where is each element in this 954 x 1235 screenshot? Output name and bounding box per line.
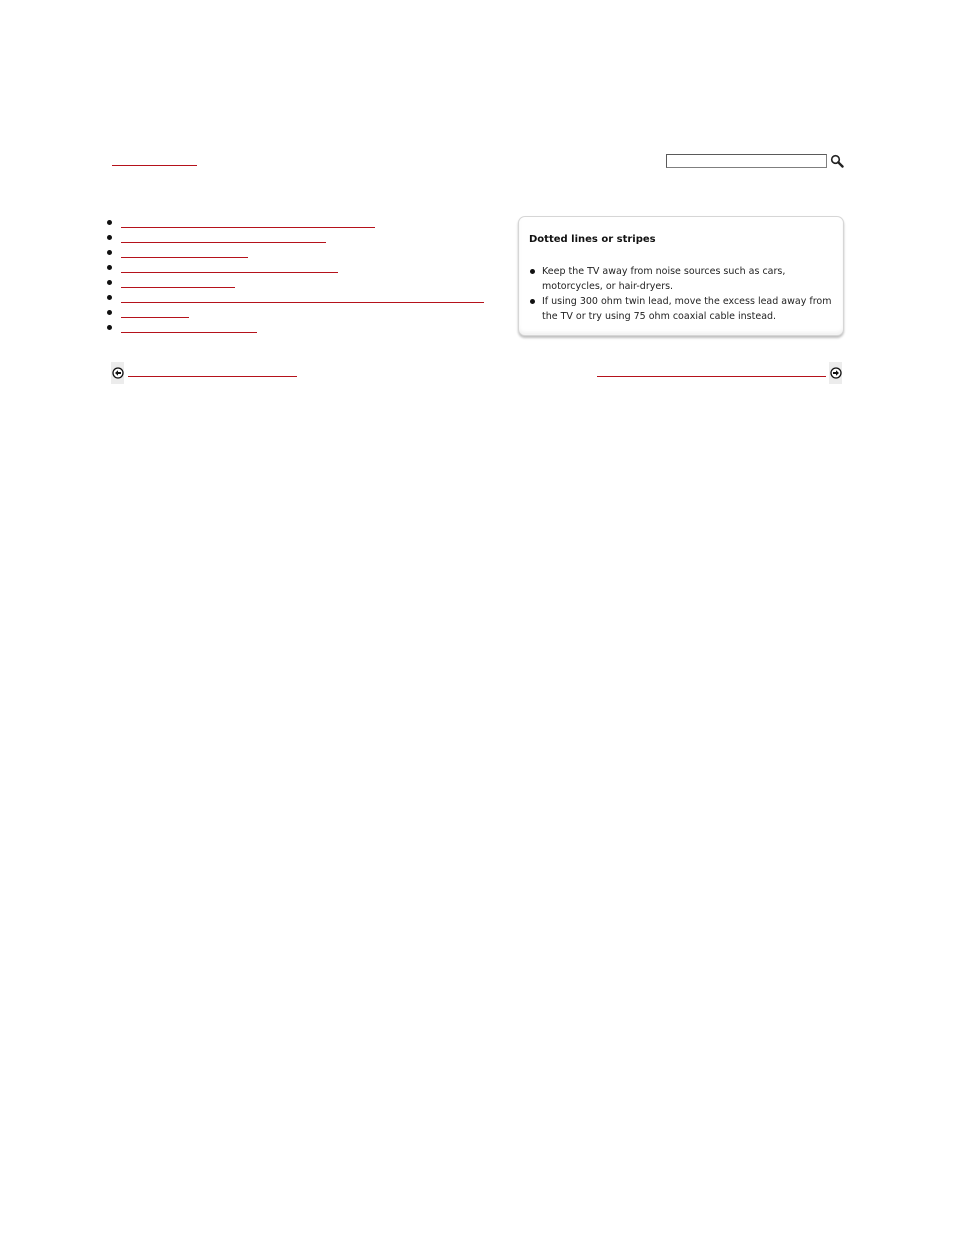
topic-link[interactable]: [121, 321, 257, 333]
magnifier-icon: [830, 154, 844, 168]
home-link[interactable]: [112, 151, 197, 166]
bullet-icon: [107, 235, 112, 240]
tip-item: [529, 264, 833, 294]
bullet-icon: [107, 265, 112, 270]
topic-link[interactable]: [121, 261, 338, 273]
list-item: [104, 246, 484, 261]
tip-text: Keep the TV away from noise sources such as cars, motorcycles, or hair-dryers.: [542, 266, 786, 292]
list-item: [104, 321, 484, 336]
next-page-button[interactable]: [829, 362, 842, 384]
prev-page-button[interactable]: [111, 362, 124, 384]
bullet-icon: [107, 310, 112, 315]
tip-text: If using 300 ohm twin lead, move the excess lead away from the TV or try using 75 ohm coaxial cable instead.: [542, 296, 832, 322]
list-item: [104, 231, 484, 246]
arrow-right-circle-icon: [830, 367, 842, 379]
troubleshooting-box: [518, 216, 844, 336]
list-item: [104, 276, 484, 291]
topic-link-list: [104, 216, 484, 336]
arrow-left-circle-icon: [112, 367, 124, 379]
bullet-icon: [530, 269, 535, 274]
next-page-link[interactable]: [597, 365, 826, 377]
topic-link[interactable]: [121, 216, 375, 228]
topic-link[interactable]: [121, 306, 189, 318]
topic-link[interactable]: [121, 231, 326, 243]
topic-link[interactable]: [121, 246, 248, 258]
search-input[interactable]: [666, 154, 827, 168]
bullet-icon: [530, 299, 535, 304]
list-item: [104, 261, 484, 276]
search-button[interactable]: [830, 153, 844, 167]
bullet-icon: [107, 280, 112, 285]
bullet-icon: [107, 325, 112, 330]
list-item: [104, 291, 484, 306]
bullet-icon: [107, 220, 112, 225]
tip-list: [529, 264, 833, 324]
list-item: [104, 216, 484, 231]
topic-link[interactable]: [121, 276, 235, 288]
bullet-icon: [107, 250, 112, 255]
topic-link[interactable]: [121, 291, 484, 303]
box-title: Dotted lines or stripes: [529, 234, 656, 245]
bullet-icon: [107, 295, 112, 300]
list-item: [104, 306, 484, 321]
tip-item: [529, 294, 833, 324]
prev-page-link[interactable]: [128, 365, 297, 377]
